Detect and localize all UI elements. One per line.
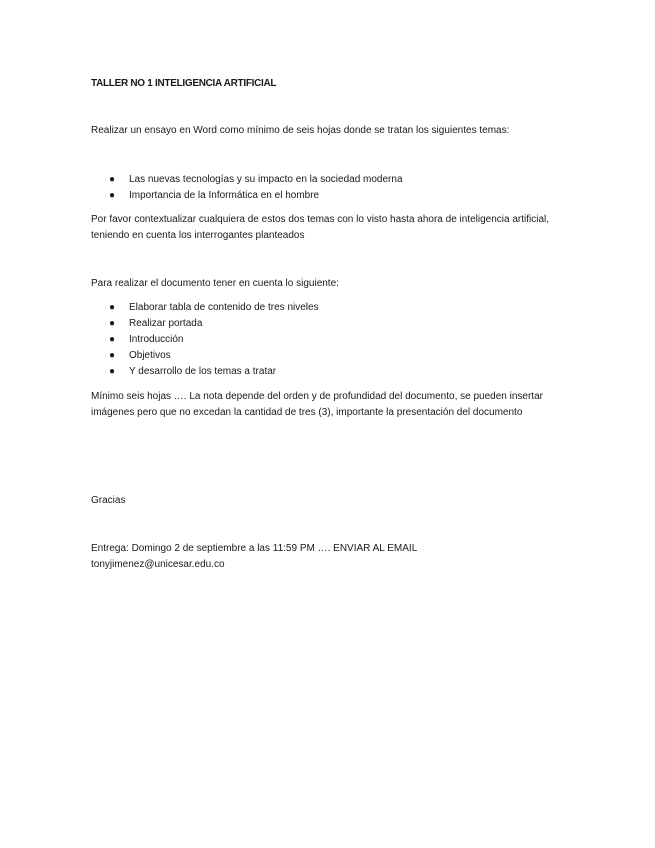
bullet-icon: ● <box>109 334 116 345</box>
closing-text: Gracias <box>91 495 126 506</box>
bullet-icon: ● <box>109 302 116 313</box>
bullet-icon: ● <box>109 190 116 201</box>
delivery-line: Entrega: Domingo 2 de septiembre a las 11:59 PM …. ENVIAR AL EMAIL <box>91 543 418 554</box>
list-item-text: Realizar portada <box>129 318 203 329</box>
list-item-text: Introducción <box>129 334 184 345</box>
email-address[interactable]: tonyjimenez@unicesar.edu.co <box>91 559 225 570</box>
bullet-icon: ● <box>109 174 116 185</box>
list-item <box>91 188 561 204</box>
list-item-text: Objetivos <box>129 350 171 361</box>
delivery-info <box>91 541 561 573</box>
notes-paragraph: Mínimo seis hojas …. La nota depende del orden y de profundidad del documento, se pueden insertar imágenes pero que no excedan la cantidad de tres (3), importante la presentación del documento <box>91 391 543 418</box>
bullet-icon: ● <box>109 366 116 377</box>
list-item-text: Importancia de la Informática en el hombre <box>129 190 320 201</box>
list-item <box>91 300 561 316</box>
bullet-icon: ● <box>109 350 116 361</box>
list-item-text: Las nuevas tecnologías y su impacto en la sociedad moderna <box>129 174 403 185</box>
document-title: TALLER NO 1 INTELIGENCIA ARTIFICIAL <box>91 78 277 89</box>
list-item-text: Y desarrollo de los temas a tratar <box>129 366 277 377</box>
requirements-list <box>91 300 561 380</box>
list-item <box>91 348 561 364</box>
list-item <box>91 332 561 348</box>
bullet-icon: ● <box>109 318 116 329</box>
requirements-intro: Para realizar el documento tener en cuenta lo siguiente: <box>91 278 339 289</box>
list-item <box>91 172 561 188</box>
list-item <box>91 316 561 332</box>
list-item-text: Elaborar tabla de contenido de tres niveles <box>129 302 319 313</box>
topics-list <box>91 172 561 204</box>
intro-paragraph: Realizar un ensayo en Word como mínimo de seis hojas donde se tratan los siguientes temas: <box>91 125 510 136</box>
context-paragraph: Por favor contextualizar cualquiera de estos dos temas con lo visto hasta ahora de inteligencia artificial, teniendo en cuenta los interrogantes planteados <box>91 214 550 241</box>
list-item <box>91 364 561 380</box>
